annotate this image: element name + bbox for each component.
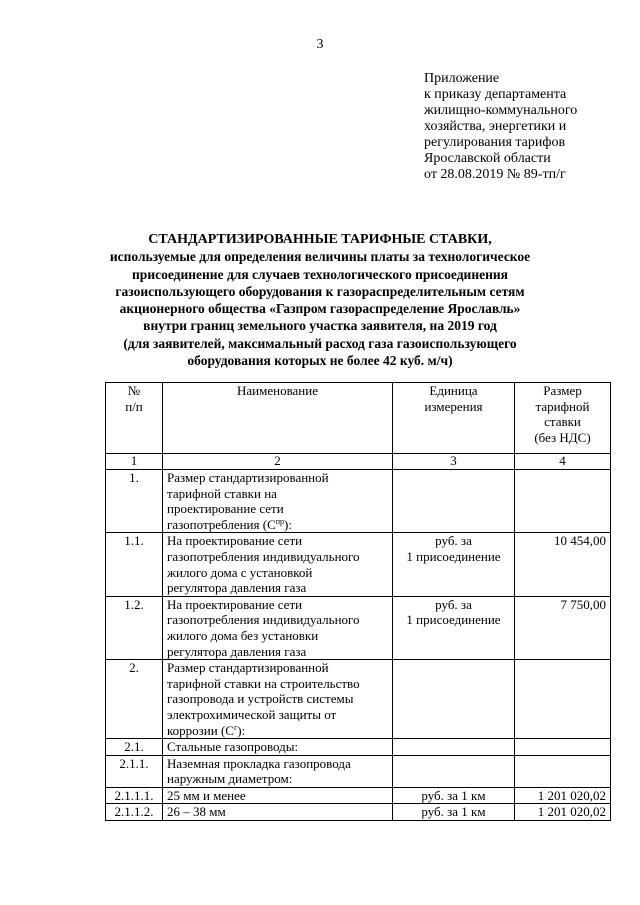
table-row <box>106 755 611 787</box>
row-name <box>163 470 393 533</box>
row-name-superscript: г <box>233 722 238 732</box>
row-number: 2.1. <box>106 739 163 756</box>
row-name <box>163 755 393 787</box>
row-number: 2.1.1.1. <box>106 787 163 804</box>
row-unit-text: руб. за 1 км <box>421 804 486 820</box>
row-name-text: Размер стандартизированной тарифной ставки на строительство газопровода и устройств системы электрохимической защиты от коррозии (С <box>167 660 360 738</box>
row-number: 1.1. <box>106 533 163 596</box>
row-rate: 10 454,00 <box>515 533 611 596</box>
table-header-row <box>106 383 611 454</box>
table-row <box>106 739 611 756</box>
row-name-text: 25 мм и менее <box>167 787 246 803</box>
document-title <box>0 231 640 369</box>
row-rate <box>515 470 611 533</box>
row-name <box>163 787 393 804</box>
column-index-row <box>106 454 611 470</box>
row-unit <box>393 804 515 821</box>
row-number: 1. <box>106 470 163 533</box>
row-name <box>163 660 393 739</box>
row-name-text: 26 – 38 мм <box>167 804 226 820</box>
title-line: внутри границ земельного участка заявителя, на 2019 год <box>143 318 497 334</box>
row-name <box>163 596 393 659</box>
table-row <box>106 470 611 533</box>
row-rate <box>515 660 611 739</box>
main-title: СТАНДАРТИЗИРОВАННЫЕ ТАРИФНЫЕ СТАВКИ, <box>148 232 492 247</box>
row-number: 1.2. <box>106 596 163 659</box>
title-line: присоединение для случаев технологического присоединения <box>132 266 508 282</box>
row-rate: 1 201 020,02 <box>515 787 611 804</box>
row-name-text: Стальные газопроводы: <box>167 739 299 755</box>
table-row <box>106 660 611 739</box>
row-rate: 7 750,00 <box>515 596 611 659</box>
row-unit <box>393 660 515 739</box>
title-line: используемые для определения величины платы за технологическое <box>109 249 531 265</box>
appendix-line: от 28.08.2019 № 89-тп/г <box>424 167 566 182</box>
column-index: 1 <box>106 454 163 470</box>
row-unit <box>393 755 515 787</box>
row-unit-text: руб. за 1 км <box>421 787 486 803</box>
column-index: 2 <box>163 454 393 470</box>
row-unit <box>393 596 515 659</box>
row-unit <box>393 533 515 596</box>
row-rate <box>515 739 611 756</box>
row-name-superscript: пр <box>275 516 285 526</box>
title-line: акционерного общества «Газпром газораспределение Ярославль» <box>119 301 521 317</box>
row-name-text: На проектирование сети газопотребления индивидуального жилого дома без установки регулятора давления газа <box>167 596 360 659</box>
row-unit <box>393 787 515 804</box>
appendix-line: Ярославской области <box>424 151 551 166</box>
page-number: 3 <box>316 37 324 52</box>
title-line: (для заявителей, максимальный расход газа газоиспользующего <box>123 335 517 351</box>
row-name <box>163 739 393 756</box>
header-rate: Размер тарифной ставки (без НДС) <box>515 383 611 454</box>
row-unit-text: руб. за 1 присоединение <box>406 596 501 628</box>
table-row <box>106 804 611 821</box>
table-row <box>106 596 611 659</box>
row-rate: 1 201 020,02 <box>515 804 611 821</box>
header-name: Наименование <box>163 383 393 454</box>
table-row <box>106 533 611 596</box>
row-number: 2.1.1. <box>106 755 163 787</box>
appendix-line: хозяйства, энергетики и <box>424 119 567 134</box>
row-name <box>163 533 393 596</box>
row-name-text: Размер стандартизированной тарифной ставки на проектирование сети газопотребления (С <box>167 470 329 532</box>
appendix-line: регулирования тарифов <box>424 135 566 150</box>
header-unit: Единица измерения <box>393 383 515 454</box>
column-index: 4 <box>515 454 611 470</box>
header-num: № п/п <box>106 383 163 454</box>
table-row <box>106 787 611 804</box>
appendix-block <box>424 71 634 183</box>
title-line: газоиспользующего оборудования к газораспределительным сетям <box>115 283 525 299</box>
row-unit <box>393 470 515 533</box>
row-number: 2. <box>106 660 163 739</box>
title-line: оборудования которых не более 42 куб. м/ч) <box>187 353 453 369</box>
row-name <box>163 804 393 821</box>
row-name-text: Наземная прокладка газопровода наружным диаметром: <box>167 755 351 787</box>
row-name-text: На проектирование сети газопотребления индивидуального жилого дома с установкой регулятора давления газа <box>167 533 360 596</box>
tariff-table <box>105 382 611 821</box>
row-unit <box>393 739 515 756</box>
column-index: 3 <box>393 454 515 470</box>
row-rate <box>515 755 611 787</box>
row-number: 2.1.1.2. <box>106 804 163 821</box>
row-name-suffix: ): <box>284 516 292 532</box>
appendix-line: Приложение <box>424 71 500 86</box>
appendix-line: к приказу департамента <box>424 87 567 102</box>
appendix-line: жилищно-коммунального <box>424 103 578 118</box>
row-unit-text: руб. за 1 присоединение <box>406 533 501 564</box>
row-name-suffix: ): <box>237 722 246 738</box>
